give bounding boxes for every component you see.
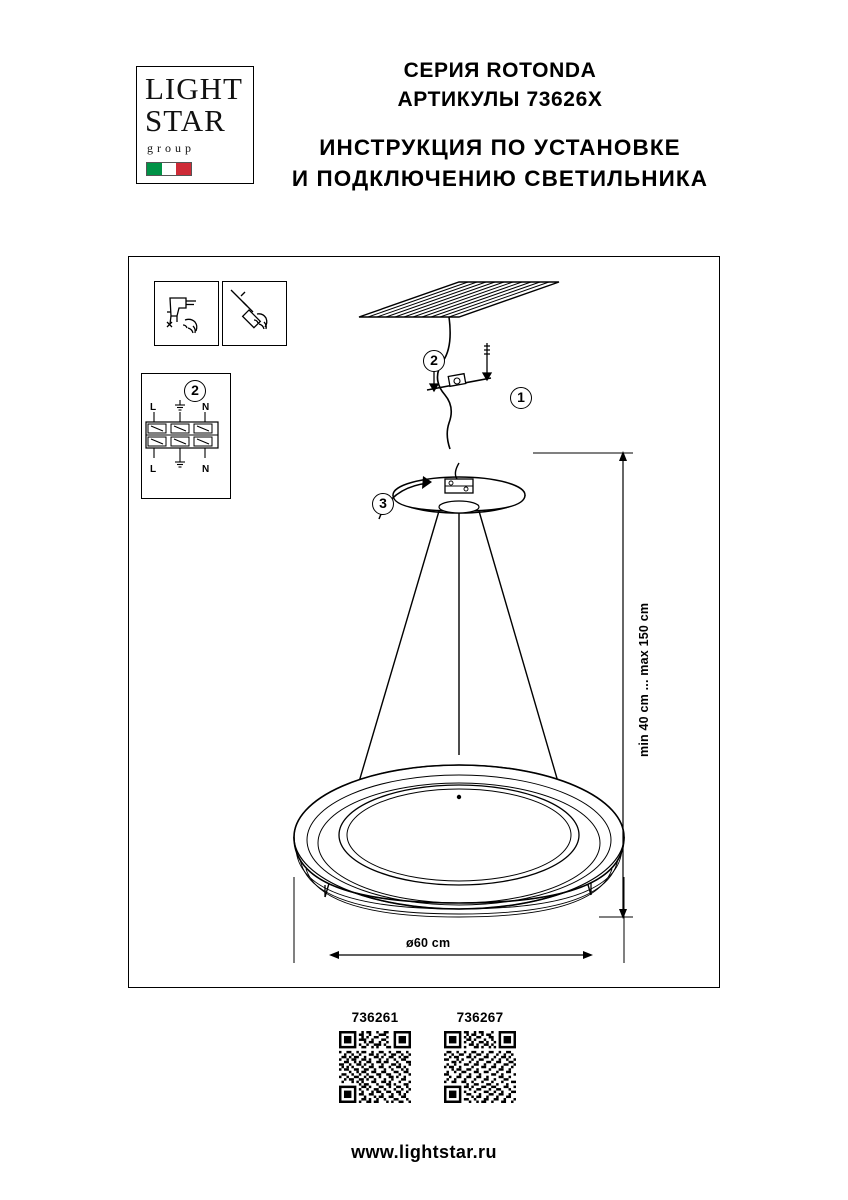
height-dimension-label: min 40 cm ... max 150 cm <box>637 602 651 757</box>
title-block <box>280 56 720 194</box>
step-badge-1: 1 <box>510 387 532 409</box>
website-link[interactable]: www.lightstar.ru <box>351 1142 497 1162</box>
svg-text:L: L <box>150 402 157 413</box>
instruction-title-line2: И ПОДКЛЮЧЕНИЮ СВЕТИЛЬНИКА <box>291 166 709 191</box>
article-label: АРТИКУЛЫ 73626X <box>397 88 603 111</box>
logo-text-light: LIGHT <box>145 71 243 106</box>
svg-text:N: N <box>202 402 210 413</box>
qr-item <box>441 1010 519 1103</box>
diagram-frame <box>128 256 720 988</box>
qr-item <box>336 1010 414 1103</box>
diameter-dimension-label: ø60 cm <box>406 936 451 950</box>
instruction-title-line1: ИНСТРУКЦИЯ ПО УСТАНОВКЕ <box>319 135 681 160</box>
document-header <box>0 48 848 208</box>
svg-text:N: N <box>202 464 210 475</box>
logo-text-group: group <box>147 141 195 155</box>
lightstar-logo <box>136 66 254 184</box>
italian-flag-icon <box>146 162 192 176</box>
step-badge-2: 2 <box>423 350 445 372</box>
qr-section <box>128 1010 720 1110</box>
product-code: 736267 <box>456 1010 504 1025</box>
svg-text:L: L <box>150 464 157 475</box>
ceiling-slab <box>359 282 559 317</box>
series-label: СЕРИЯ ROTONDA <box>403 59 597 82</box>
lamp-ring-body <box>294 765 624 917</box>
step-badge-3: 3 <box>372 493 394 515</box>
logo-text-star: STAR <box>145 103 226 138</box>
canopy <box>393 463 525 513</box>
step-badge-wiring: 2 <box>184 380 206 402</box>
product-code: 736261 <box>351 1010 399 1025</box>
qr-code-icon <box>339 1031 411 1103</box>
qr-code-icon <box>444 1031 516 1103</box>
